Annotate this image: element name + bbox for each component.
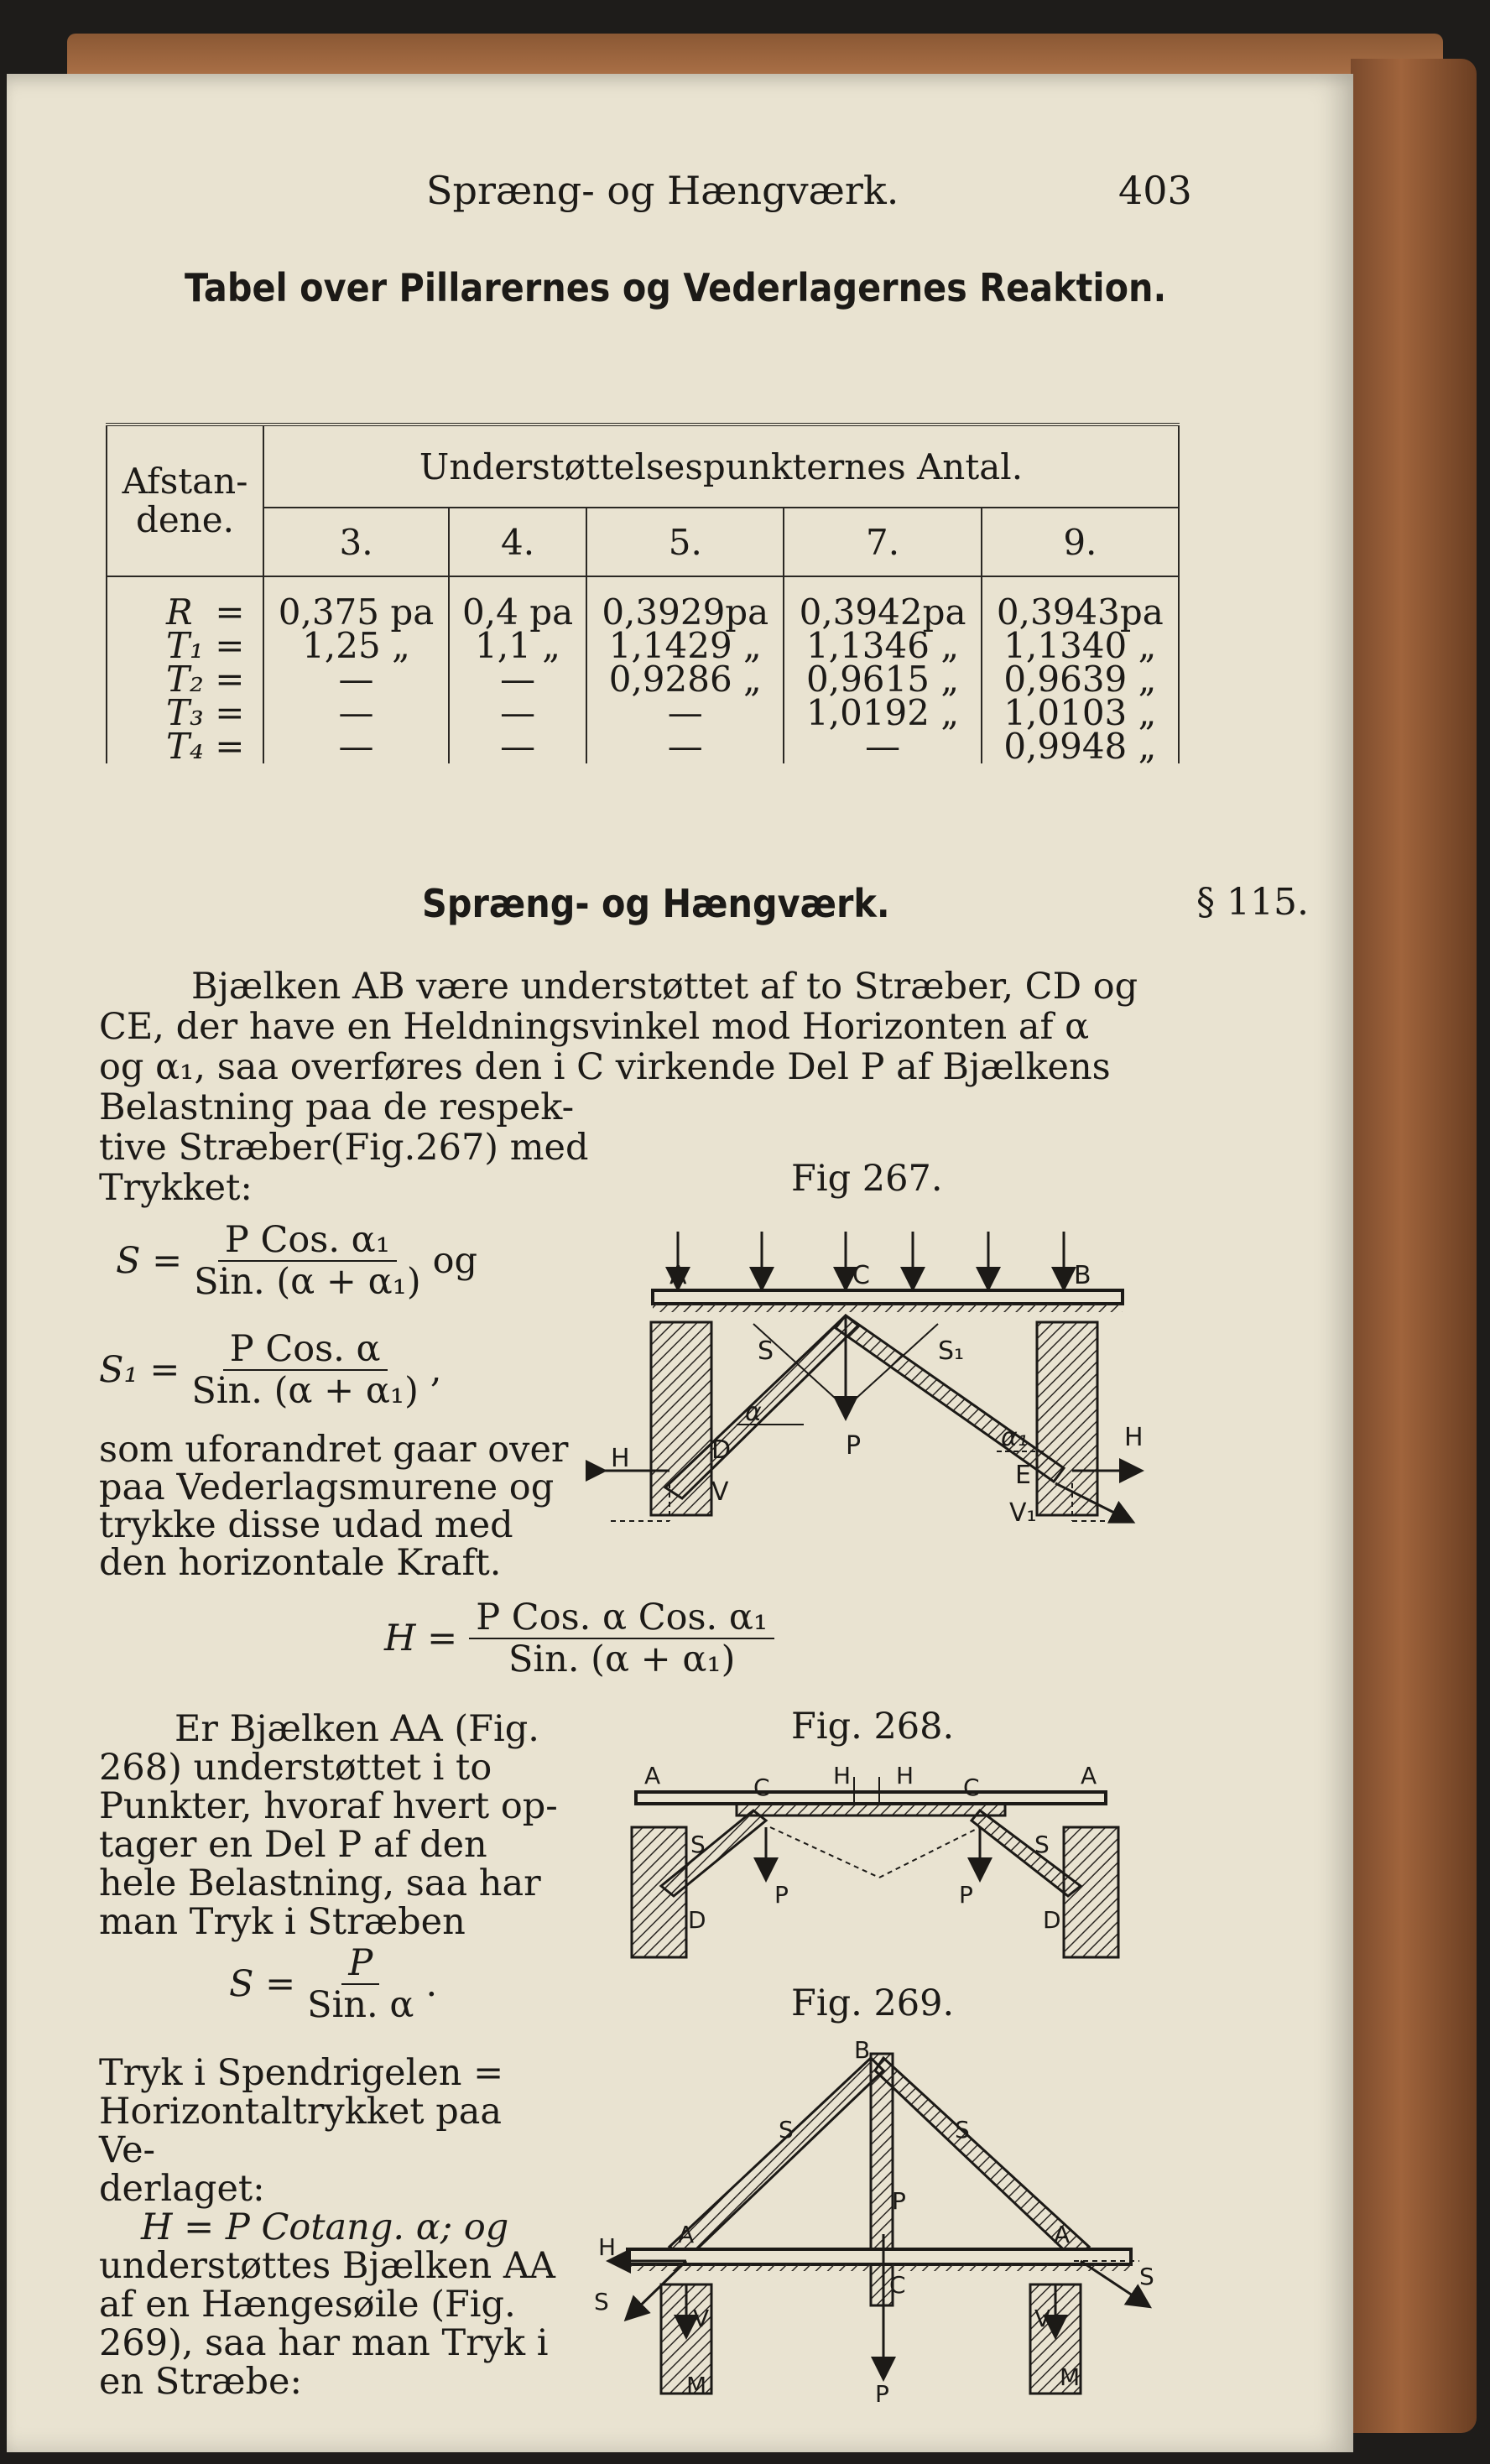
col-group-header: Understøttelsespunkternes Antal. bbox=[263, 425, 1179, 508]
text-line: Er Bjælken AA (Fig. bbox=[175, 1708, 539, 1750]
eq-denominator: Sin. α bbox=[307, 1984, 414, 2026]
paragraph-3 bbox=[99, 1710, 569, 1941]
eq-lhs: S₁ = bbox=[99, 1349, 180, 1391]
text-line: understøttes Bjælken AA bbox=[99, 2245, 555, 2287]
table-cell: 1,25 „ bbox=[263, 629, 449, 663]
page-number: 403 bbox=[1118, 168, 1192, 213]
fig267-label-alpha: α bbox=[745, 1398, 762, 1427]
fig269-label-m-left: M bbox=[686, 2372, 707, 2399]
fig269-label-m-right: M bbox=[1060, 2363, 1081, 2391]
col-header: 9. bbox=[982, 508, 1179, 576]
section-title: Spræng- og Hængværk. bbox=[422, 881, 890, 926]
fig267-beam bbox=[653, 1290, 1123, 1304]
book-page bbox=[7, 74, 1353, 2452]
table-cell: 1,1346 „ bbox=[784, 629, 981, 663]
fig269-label-c: C bbox=[889, 2271, 906, 2299]
table-cell: — bbox=[449, 696, 586, 730]
reaction-table bbox=[106, 423, 1180, 767]
text-line: Punkter, hvoraf hvert op- bbox=[99, 1785, 558, 1827]
eq-lhs: H = bbox=[384, 1617, 458, 1659]
fig269-diagram bbox=[594, 2041, 1164, 2402]
table-row bbox=[107, 730, 1179, 763]
fig269-label-p-mid: P bbox=[892, 2187, 906, 2215]
text-line: Trykket: bbox=[99, 1167, 253, 1209]
eq-numerator: P Cos. α Cos. α₁ bbox=[469, 1597, 774, 1639]
eq-numerator: P Cos. α₁ bbox=[218, 1220, 397, 1262]
text-line: 268) understøttet i to bbox=[99, 1747, 492, 1789]
row-label: T₂ = bbox=[107, 663, 263, 696]
text-line: Tryk i Spendrigelen = bbox=[99, 2052, 504, 2094]
equation-s1 bbox=[99, 1329, 442, 1411]
fig268-label-d-left: D bbox=[688, 1906, 706, 1934]
eq-denominator: Sin. (α + α₁) bbox=[191, 1370, 419, 1412]
fig267-label-p: P bbox=[846, 1431, 862, 1461]
col-header: 7. bbox=[784, 508, 981, 576]
fig269-label-h-left: H bbox=[598, 2233, 617, 2261]
fig268-label-a-right: A bbox=[1081, 1762, 1097, 1789]
eq-fraction bbox=[191, 1329, 418, 1411]
fig269-label-b: B bbox=[854, 2041, 871, 2064]
fig268-label-s-left: S bbox=[690, 1831, 706, 1858]
text-line: Bjælken AB være understøttet af to Stræber, CD og bbox=[191, 966, 1138, 1008]
table-cell: 0,9948 „ bbox=[982, 730, 1179, 763]
eq-denominator: Sin. (α + α₁) bbox=[194, 1261, 421, 1303]
fig267-label-d: D bbox=[711, 1435, 732, 1465]
text-line: hele Belastning, saa har bbox=[99, 1862, 541, 1904]
fig267-label-alpha1: α₁ bbox=[1001, 1423, 1028, 1452]
row-label: T₁ = bbox=[107, 629, 263, 663]
paragraph-2 bbox=[99, 1431, 569, 1582]
row-label: R = bbox=[107, 576, 263, 629]
fig269-label-a-left: A bbox=[678, 2221, 695, 2248]
table-cell: — bbox=[586, 696, 784, 730]
eq-lhs: S = bbox=[116, 1240, 183, 1282]
fig269-label-s-far-right: S bbox=[1139, 2263, 1154, 2290]
table-cell: 1,1340 „ bbox=[982, 629, 1179, 663]
fig268-label-h-right: H bbox=[896, 1762, 914, 1789]
eq-tail: , bbox=[430, 1349, 442, 1391]
fig267-label-b: B bbox=[1074, 1261, 1091, 1290]
text-line: en Stræbe: bbox=[99, 2361, 302, 2403]
table-cell: — bbox=[449, 730, 586, 763]
fig268-label-a-left: A bbox=[644, 1762, 661, 1789]
fig267-caption: Fig 267. bbox=[791, 1158, 943, 1200]
table-cell: 1,0103 „ bbox=[982, 696, 1179, 730]
table-cell: 0,4 pa bbox=[449, 576, 586, 629]
table-cell: — bbox=[784, 730, 981, 763]
fig268-label-c-left: C bbox=[753, 1774, 770, 1801]
paragraph-4 bbox=[99, 2054, 569, 2401]
fig269-label-v-left: V bbox=[693, 2305, 710, 2332]
equation-s-sin bbox=[229, 1943, 437, 2025]
table-row bbox=[107, 576, 1179, 629]
table-row bbox=[107, 696, 1179, 730]
fig267-beam-shade bbox=[653, 1304, 1123, 1312]
table-row bbox=[107, 663, 1179, 696]
row-label: T₄ = bbox=[107, 730, 263, 763]
fig267-label-e: E bbox=[1015, 1461, 1031, 1490]
text-line: som uforandret gaar over bbox=[99, 1429, 569, 1471]
eq-fraction bbox=[469, 1597, 774, 1680]
col-header-distances: Afstan- dene. bbox=[107, 425, 263, 576]
table-cell: 0,3929pa bbox=[586, 576, 784, 629]
eq-denominator: Sin. (α + α₁) bbox=[508, 1638, 736, 1680]
table-cell: — bbox=[263, 696, 449, 730]
text-line: paa Vederlagsmurene og bbox=[99, 1466, 555, 1508]
fig267-label-v1: V₁ bbox=[1009, 1498, 1037, 1528]
eq-tail: . bbox=[425, 1963, 438, 2005]
table-cell: 0,9639 „ bbox=[982, 663, 1179, 696]
text-line: tive Stræber(Fig.267) med bbox=[99, 1127, 589, 1169]
table-cell: — bbox=[263, 730, 449, 763]
table-cell: 1,0192 „ bbox=[784, 696, 981, 730]
row-label: T₃ = bbox=[107, 696, 263, 730]
fig269-strut-left bbox=[669, 2058, 883, 2259]
fig269-label-s-right: S bbox=[955, 2116, 970, 2144]
table-row bbox=[107, 629, 1179, 663]
table-cell: — bbox=[449, 663, 586, 696]
table-cell: 1,1 „ bbox=[449, 629, 586, 663]
col-header: 3. bbox=[263, 508, 449, 576]
table-cell: 0,3942pa bbox=[784, 576, 981, 629]
eq-fraction bbox=[194, 1220, 420, 1302]
text-line: man Tryk i Stræben bbox=[99, 1901, 466, 1943]
col-header: 4. bbox=[449, 508, 586, 576]
fig268-diagram bbox=[611, 1752, 1131, 1978]
fig267-label-c: C bbox=[852, 1261, 870, 1290]
eq-numerator: P bbox=[341, 1943, 379, 1985]
fig267-diagram bbox=[586, 1232, 1190, 1534]
fig268-caption: Fig. 268. bbox=[791, 1706, 955, 1748]
table-cell: — bbox=[263, 663, 449, 696]
table-cell: 0,375 pa bbox=[263, 576, 449, 629]
col-header: 5. bbox=[586, 508, 784, 576]
text-line: CE, der have en Heldningsvinkel mod Horizonten af α bbox=[99, 1006, 1090, 1048]
book-edge-right bbox=[1351, 59, 1477, 2433]
text-line: og α₁, saa overføres den i C virkende Del P af Bjælkens bbox=[99, 1046, 1111, 1088]
paragraph-1 bbox=[99, 966, 1190, 1208]
fig268-label-s-right: S bbox=[1034, 1831, 1050, 1858]
fig269-label-v-right: V bbox=[1034, 2305, 1051, 2332]
equation-h bbox=[384, 1597, 774, 1680]
fig269-beam bbox=[628, 2249, 1131, 2264]
fig268-label-h-left: H bbox=[833, 1762, 852, 1789]
fig269-caption: Fig. 269. bbox=[791, 1982, 955, 2024]
fig269-label-s-left: S bbox=[779, 2116, 794, 2144]
running-title: Spræng- og Hængværk. bbox=[426, 168, 899, 213]
eq-numerator: P Cos. α bbox=[223, 1329, 388, 1371]
fig267-right-pier bbox=[1037, 1322, 1097, 1515]
text-line: derlaget: bbox=[99, 2168, 265, 2210]
text-line: trykke disse udad med bbox=[99, 1504, 513, 1546]
fig267-label-v: V bbox=[711, 1477, 729, 1507]
table-cell: 1,1429 „ bbox=[586, 629, 784, 663]
eq-lhs: S = bbox=[229, 1963, 296, 2005]
text-line: Horizontaltrykket paa Ve- bbox=[99, 2091, 503, 2171]
table-cell: 0,9615 „ bbox=[784, 663, 981, 696]
section-number: § 115. bbox=[1196, 881, 1309, 924]
fig268-beam bbox=[636, 1792, 1106, 1804]
text-line: den horizontale Kraft. bbox=[99, 1542, 502, 1584]
equation-h-cotang: H = P Cotang. α; og bbox=[141, 2206, 509, 2248]
text-line: tager en Del P af den bbox=[99, 1824, 487, 1866]
table-cell: 0,9286 „ bbox=[586, 663, 784, 696]
text-line: af en Hængesøile (Fig. bbox=[99, 2284, 516, 2326]
text-line: Belastning paa de respek- bbox=[99, 1086, 575, 1128]
fig267-label-a: A bbox=[669, 1261, 687, 1290]
table-cell: — bbox=[586, 730, 784, 763]
table-cell: 0,3943pa bbox=[982, 576, 1179, 629]
fig268-label-c-right: C bbox=[963, 1774, 980, 1801]
eq-tail: og bbox=[432, 1240, 478, 1282]
table-title: Tabel over Pillarernes og Vederlagernes Reaktion. bbox=[185, 265, 1167, 310]
fig269-label-a-right: A bbox=[1054, 2221, 1071, 2248]
fig268-label-p-left: P bbox=[774, 1881, 789, 1909]
text-line: 269), saa har man Tryk i bbox=[99, 2322, 549, 2364]
fig269-beam-shade bbox=[628, 2264, 1131, 2271]
fig268-label-d-right: D bbox=[1043, 1906, 1061, 1934]
equation-s bbox=[116, 1220, 477, 1302]
fig269-label-p-bottom: P bbox=[875, 2380, 889, 2402]
eq-fraction bbox=[307, 1943, 414, 2025]
fig267-label-h-left: H bbox=[611, 1444, 630, 1473]
fig268-tie bbox=[737, 1804, 1005, 1815]
fig269-label-s-far-left: S bbox=[594, 2288, 609, 2316]
fig267-label-s1: S₁ bbox=[938, 1336, 965, 1366]
fig267-label-h-right: H bbox=[1124, 1423, 1144, 1452]
fig268-label-p-right: P bbox=[959, 1881, 973, 1909]
fig267-label-s: S bbox=[758, 1336, 774, 1366]
